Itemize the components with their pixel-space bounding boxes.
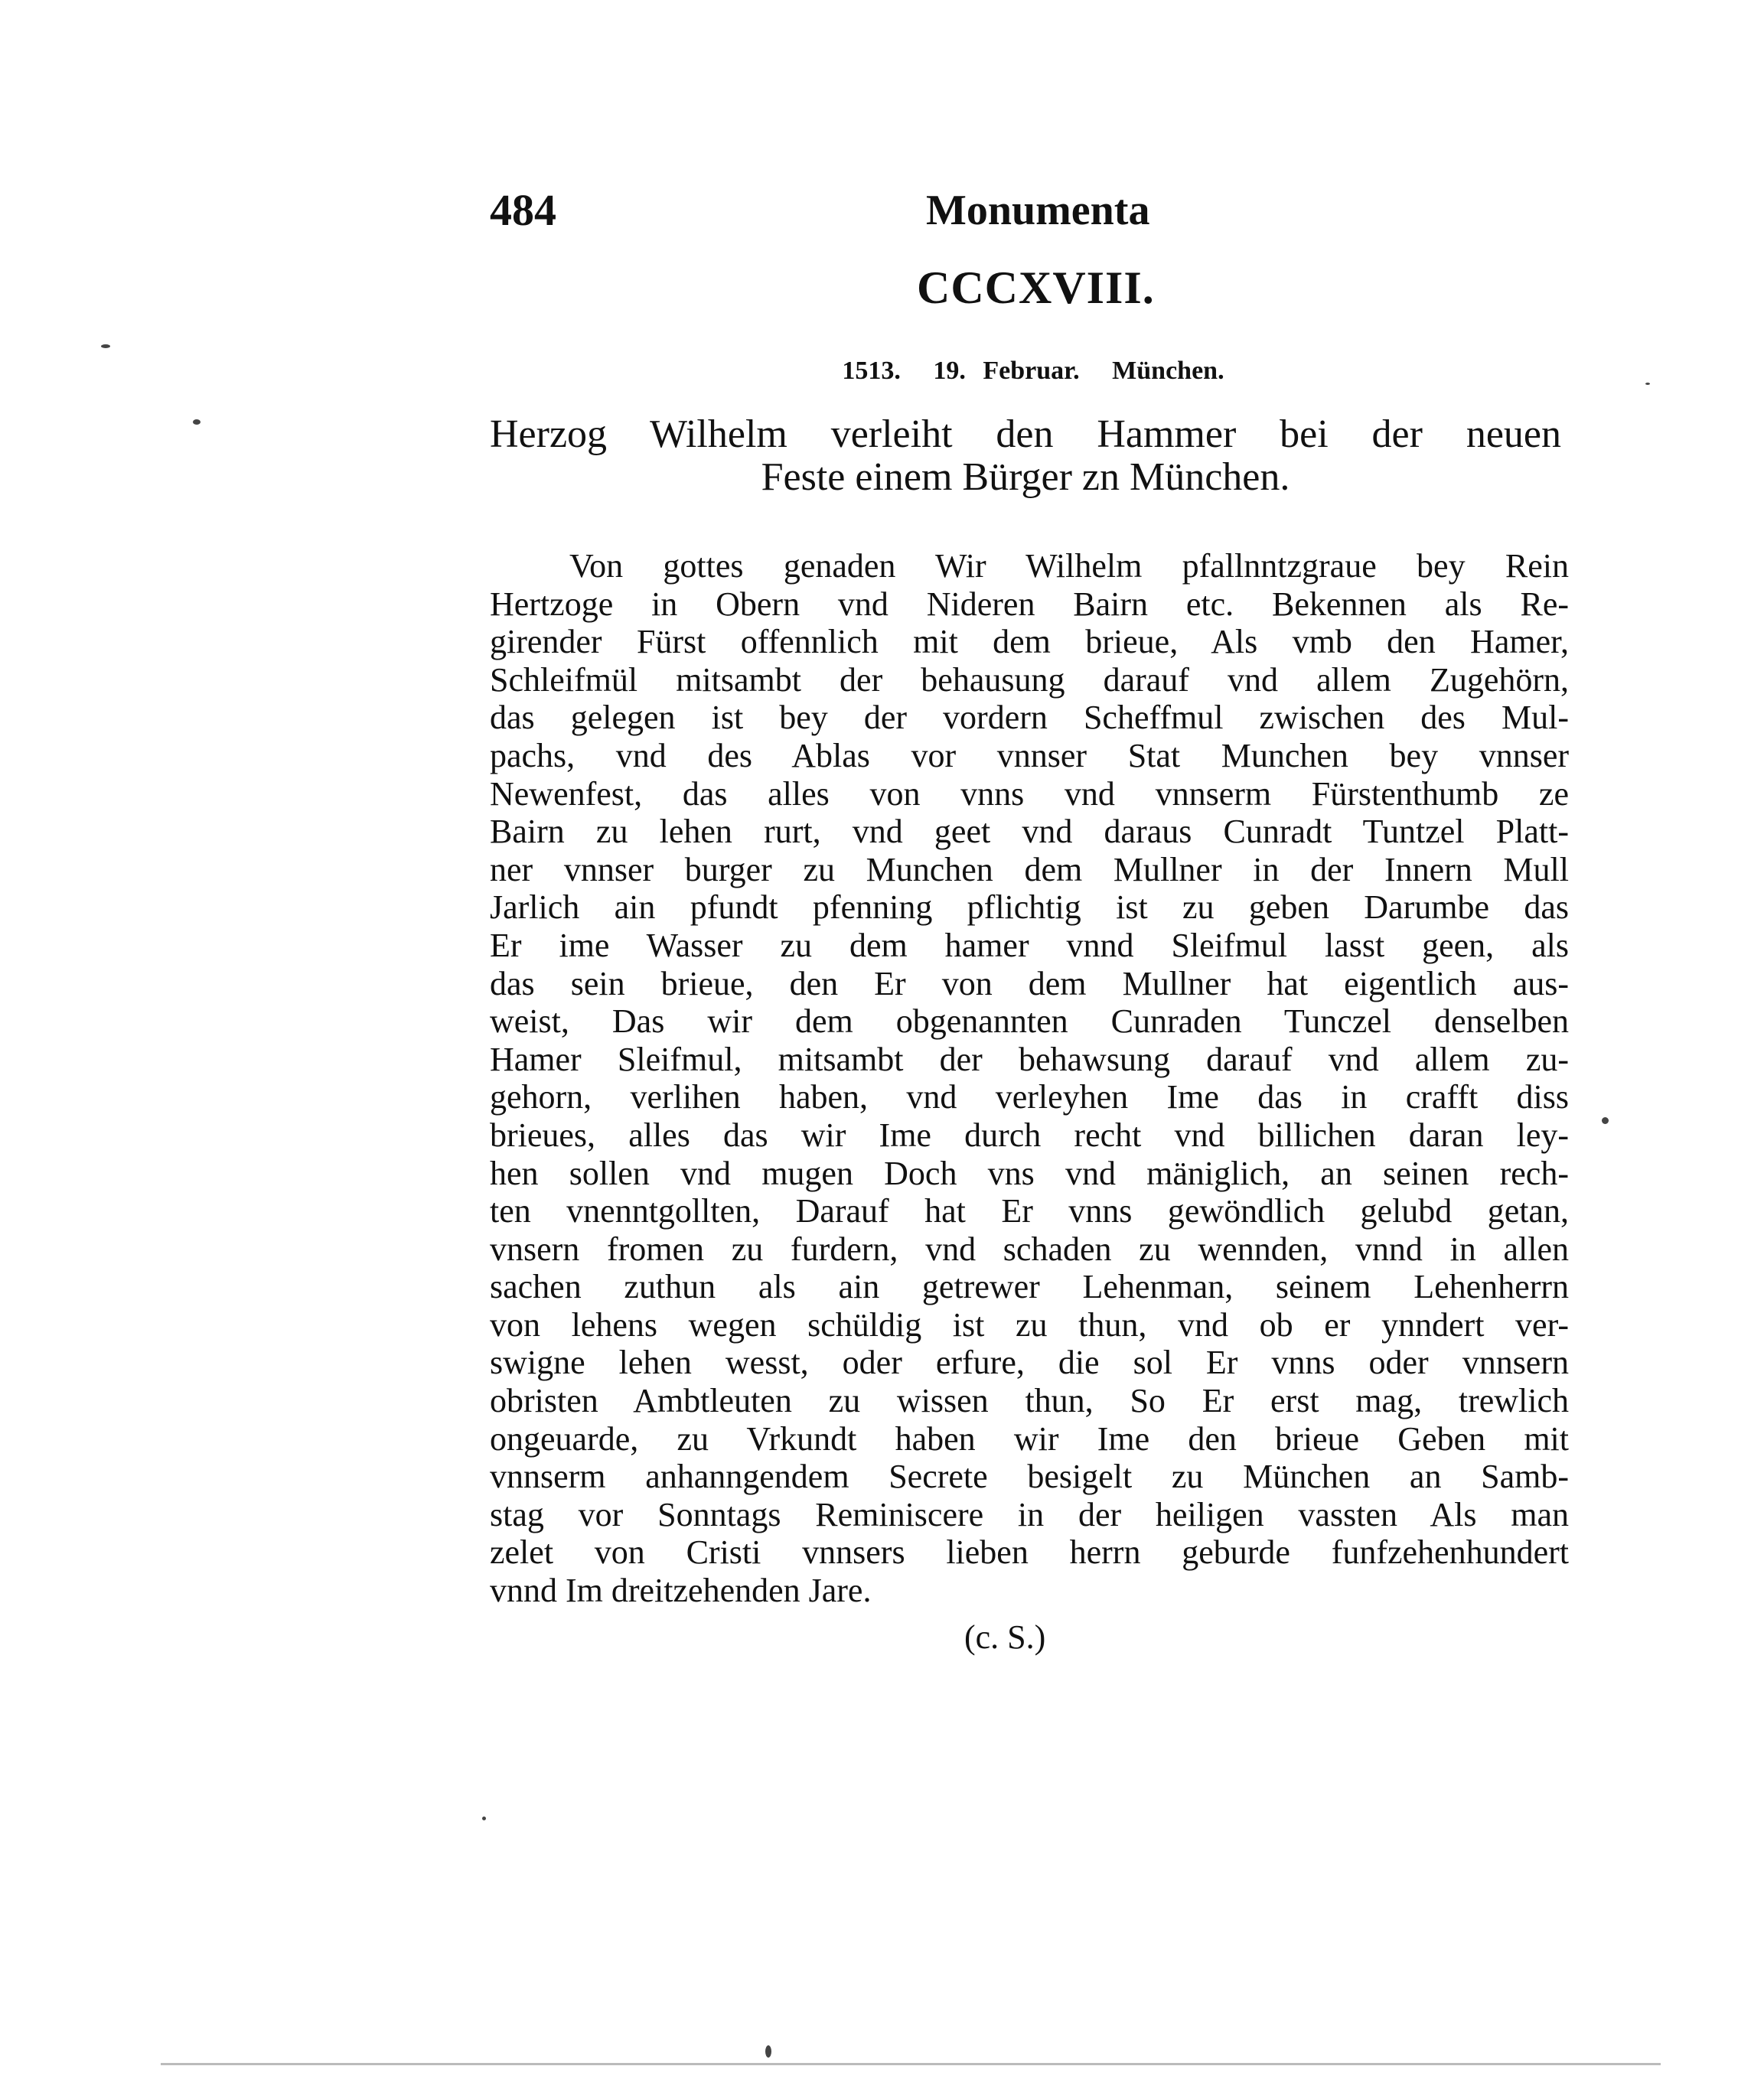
running-head: Monumenta <box>926 187 1150 234</box>
text-line: weist, Das wir dem obgenannten Cunraden Tunczel denselben <box>490 1002 1569 1041</box>
text-line: ongeuarde, zu Vrkundt haben wir Ime den brieue Geben mit <box>490 1419 1569 1458</box>
dateline-day-month: 19. Februar. <box>933 357 1080 385</box>
text-line: Newenfest, das alles von vnns vnd vnnserm Fürstenthumb ze <box>490 774 1569 813</box>
dateline-year: 1513. <box>842 357 901 385</box>
text-line: Bairn zu lehen rurt, vnd geet vnd daraus Cunradt Tuntzel Platt- <box>490 813 1569 851</box>
text-line: von lehens wegen schüldig ist zu thun, vnd ob er ynndert ver- <box>490 1305 1569 1344</box>
scan-speck <box>193 419 201 425</box>
text-line: Hertzoge in Obern vnd Nideren Bairn etc. Bekennen als Re- <box>490 585 1569 623</box>
text-line: ner vnnser burger zu Munchen dem Mullner in der Innern Mull <box>490 850 1569 888</box>
scan-speck <box>765 2045 771 2058</box>
text-line: sachen zuthun als ain getrewer Lehenman, seinem Lehenherrn <box>490 1268 1569 1306</box>
text-line: vnsern fromen zu furdern, vnd schaden zu wennden, vnnd in allen <box>490 1230 1569 1268</box>
text-line: vnnserm anhanngendem Secrete besigelt zu München an Samb- <box>490 1458 1569 1496</box>
summary-line-1: Herzog Wilhelm verleiht den Hammer bei der neuen <box>490 412 1561 456</box>
text-line: girender Fürst offennlich mit dem brieue, Als vmb den Hamer, <box>490 623 1569 661</box>
dateline <box>490 352 1577 390</box>
summary-line-2: Feste einem Bürger zn München. <box>761 455 1290 499</box>
text-line: obristen Ambtleuten zu wissen thun, So Er erst mag, trewlich <box>490 1382 1569 1420</box>
scan-speck <box>482 1817 486 1820</box>
page-number: 484 <box>490 185 556 235</box>
text-line: swigne lehen wesst, oder erfure, die sol Er vnns oder vnnsern <box>490 1344 1569 1382</box>
page-header <box>490 184 1150 245</box>
scan-speck <box>1645 383 1650 385</box>
seal-note: (c. S.) <box>964 1618 1046 1656</box>
text-line: Schleifmül mitsambt der behausung darauf vnd allem Zugehörn, <box>490 660 1569 699</box>
text-line: zelet von Cristi vnnsers lieben herrn geburde funfzehenhundert <box>490 1533 1569 1572</box>
text-line: hen sollen vnd mugen Doch vns vnd mäniglich, an seinen rech- <box>490 1154 1569 1192</box>
text-line: das gelegen ist bey der vordern Scheffmul zwischen des Mul- <box>490 699 1569 737</box>
text-line: pachs, vnd des Ablas vor vnnser Stat Munchen bey vnnser <box>490 736 1569 774</box>
text-line: ten vnenntgollten, Darauf hat Er vnns gewöndlich gelubd getan, <box>490 1192 1569 1230</box>
charter-text <box>490 547 1569 1610</box>
text-line: das sein brieue, den Er von dem Mullner hat eigentlich aus- <box>490 964 1569 1002</box>
document-summary <box>490 413 1561 499</box>
scan-speck <box>1602 1117 1609 1124</box>
scan-edge-line <box>161 2063 1661 2065</box>
scan-speck <box>101 344 110 348</box>
dateline-place: München. <box>1112 357 1224 385</box>
text-line: Er ime Wasser zu dem hamer vnnd Sleifmul lasst geen, als <box>490 926 1569 964</box>
text-line: gehorn, verlihen haben, vnd verleyhen Ime das in crafft diss <box>490 1078 1569 1116</box>
text-line: stag vor Sonntags Reminiscere in der heiligen vassten Als man <box>490 1495 1569 1533</box>
text-line: Von gottes genaden Wir Wilhelm pfallnntzgraue bey Rein <box>569 547 1569 585</box>
text-line: Hamer Sleifmul, mitsambt der behawsung darauf vnd allem zu- <box>490 1040 1569 1078</box>
document-number: CCCXVIII. <box>917 262 1155 313</box>
text-line: brieues, alles das wir Ime durch recht vnd billichen daran ley- <box>490 1116 1569 1154</box>
text-line: Jarlich ain pfundt pfenning pflichtig ist zu geben Darumbe das <box>490 888 1569 927</box>
text-line: vnnd Im dreitzehenden Jare. <box>490 1572 872 1610</box>
